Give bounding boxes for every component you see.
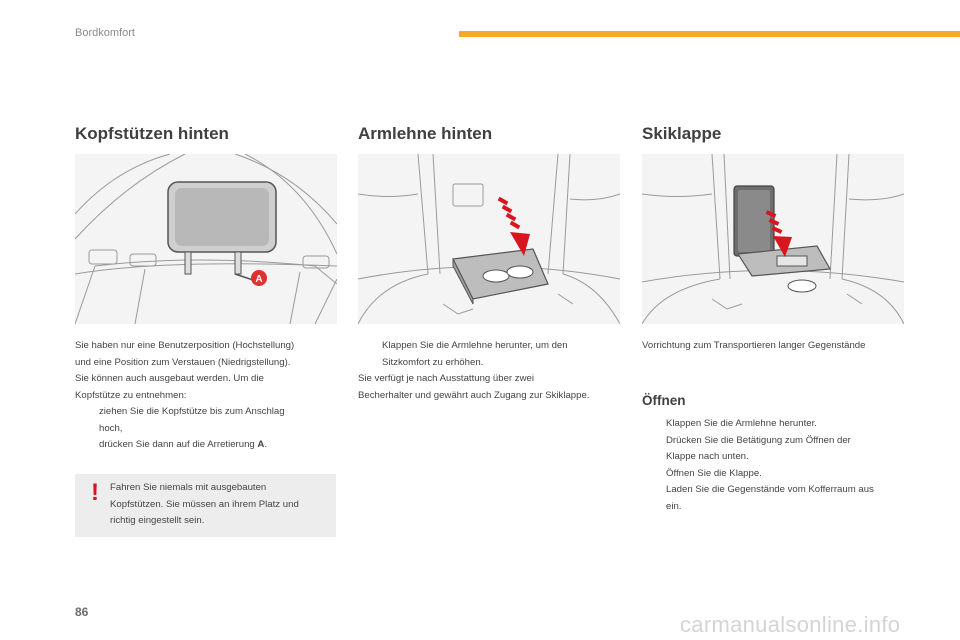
ski-hatch-steps — [642, 416, 912, 515]
headrest-intro-line: Kopfstütze zu entnehmen: — [75, 389, 187, 401]
ski-hatch-step: Laden Sie die Gegenstände vom Kofferraum aus ein. — [666, 484, 874, 512]
headrest-title: Kopfstützen hinten — [75, 124, 229, 143]
ski-hatch-step: Klappen Sie die Armlehne herunter. — [666, 418, 817, 429]
callout-a-marker — [251, 270, 267, 286]
armrest-info-line: Sie verfügt je nach Ausstattung über zwei — [358, 373, 534, 384]
warning-box — [75, 474, 336, 537]
ski-hatch-description: Vorrichtung zum Transportieren langer Gegenstände — [642, 340, 866, 351]
armrest-info-line: Becherhalter und gewährt auch Zugang zur Skiklappe. — [358, 389, 590, 401]
section-label: Bordkomfort — [75, 27, 135, 39]
headrest-intro-line: Sie haben nur eine Benutzerposition (Hochstellung) — [75, 340, 295, 351]
ski-hatch-title: Skiklappe — [642, 124, 722, 143]
headrest-step: ziehen Sie die Kopfstütze bis zum Anschlag hoch, — [99, 406, 285, 434]
page-number: 86 — [75, 605, 89, 619]
rear-headrest-illustration — [75, 154, 337, 324]
rear-armrest-illustration — [358, 154, 620, 324]
headrest-step: drücken Sie dann auf die Arretierung A. — [99, 439, 268, 450]
headrest-text — [75, 338, 337, 454]
warning-text: Fahren Sie niemals mit ausgebauten Kopfstützen. Sie müssen an ihrem Platz und richtig eingestellt sein. — [110, 482, 299, 526]
ski-hatch-step: Öffnen Sie die Klappe. — [666, 467, 762, 479]
callout-a-label: A — [255, 274, 263, 285]
ski-hatch-step: Drücken Sie die Betätigung zum Öffnen der Klappe nach unten. — [666, 434, 851, 462]
headrest-intro-line: Sie können auch ausgebaut werden. Um die — [75, 373, 264, 384]
ski-hatch-illustration — [642, 154, 904, 324]
armrest-text — [358, 338, 620, 404]
exclamation-icon: ! — [91, 479, 99, 506]
open-subheading: Öffnen — [642, 393, 686, 408]
armrest-step: Klappen Sie die Armlehne herunter, um den Sitzkomfort zu erhöhen. — [382, 340, 568, 368]
watermark: carmanualsonline.info — [680, 612, 901, 637]
headrest-intro-line: und eine Position zum Verstauen (Niedrigstellung). — [75, 356, 291, 368]
armrest-title: Armlehne hinten — [358, 124, 493, 143]
lock-reference-a: A — [257, 439, 265, 450]
header-accent-bar — [459, 31, 960, 37]
